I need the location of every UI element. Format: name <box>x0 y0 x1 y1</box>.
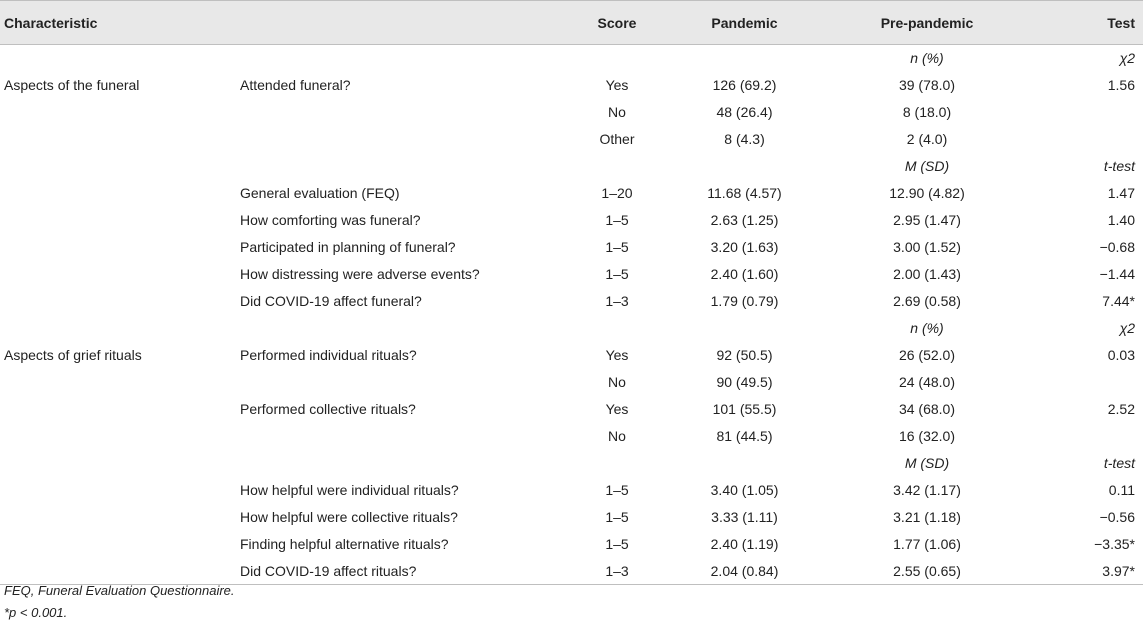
cell-test: −0.56 <box>1099 509 1135 525</box>
table-row <box>0 477 1143 504</box>
cell-score: 1–5 <box>605 536 629 552</box>
cell-score <box>572 315 662 342</box>
table-notes <box>4 580 235 624</box>
header-score: Score <box>572 1 662 45</box>
cell-score <box>572 450 662 477</box>
cell-char <box>0 531 232 558</box>
cell-pandemic <box>662 315 827 342</box>
cell-test: χ2 <box>1119 50 1135 67</box>
cell-score: 1–3 <box>605 293 629 309</box>
header-pandemic: Pandemic <box>662 1 827 45</box>
cell-test: 2.52 <box>1107 401 1135 417</box>
cell-test: −0.68 <box>1099 239 1135 255</box>
cell-char <box>0 234 232 261</box>
cell-pandemic: 8 (4.3) <box>724 131 765 147</box>
cell-pre: 1.77 (1.06) <box>893 536 961 552</box>
table-subheader-row <box>0 45 1143 72</box>
cell-score: No <box>608 104 626 120</box>
cell-pandemic: 3.20 (1.63) <box>710 239 779 255</box>
cell-item <box>232 153 572 180</box>
cell-score: 1–5 <box>605 482 629 498</box>
header-pre-pandemic: Pre-pandemic <box>827 1 1027 45</box>
cell-item: How helpful were individual rituals? <box>240 482 459 498</box>
cell-pandemic: 126 (69.2) <box>712 77 777 93</box>
cell-test <box>1027 99 1143 126</box>
cell-item: How distressing were adverse events? <box>240 266 480 282</box>
table-row <box>0 369 1143 396</box>
table-row <box>0 180 1143 207</box>
cell-pre: 12.90 (4.82) <box>889 185 965 201</box>
cell-pre: 24 (48.0) <box>898 374 956 390</box>
cell-test: 1.40 <box>1107 212 1135 228</box>
cell-pre: 2.69 (0.58) <box>893 293 961 309</box>
table-header <box>0 1 1143 45</box>
cell-pandemic: 2.40 (1.60) <box>710 266 779 282</box>
cell-pre: 34 (68.0) <box>898 401 956 417</box>
cell-item <box>232 450 572 477</box>
cell-test: −1.44 <box>1099 266 1135 282</box>
cell-score: Yes <box>605 77 629 93</box>
cell-test: t-test <box>1103 455 1135 471</box>
table-subheader-row <box>0 315 1143 342</box>
table-row <box>0 126 1143 153</box>
cell-score: Yes <box>605 347 629 363</box>
cell-pandemic: 3.40 (1.05) <box>710 482 779 498</box>
table-row <box>0 423 1143 450</box>
cell-pre: 2.55 (0.65) <box>827 558 1027 585</box>
cell-item <box>232 126 572 153</box>
cell-pre: 3.42 (1.17) <box>893 482 961 498</box>
table-row <box>0 72 1143 99</box>
cell-test: t-test <box>1103 158 1135 174</box>
cell-char <box>0 45 232 72</box>
table-row <box>0 531 1143 558</box>
cell-pre: 2.00 (1.43) <box>893 266 961 282</box>
cell-test: 0.11 <box>1108 482 1135 498</box>
cell-char: Aspects of grief rituals <box>4 347 142 363</box>
cell-char <box>0 423 232 450</box>
cell-item: How helpful were collective rituals? <box>240 509 458 525</box>
cell-char: Aspects of the funeral <box>4 77 140 93</box>
table-row <box>0 342 1143 369</box>
header-item <box>232 1 572 45</box>
header-test: Test <box>1027 1 1143 45</box>
significance-note: *p < 0.001. <box>4 605 68 620</box>
cell-item <box>232 99 572 126</box>
cell-pre: n (%) <box>910 320 944 336</box>
cell-pandemic: 1.79 (0.79) <box>710 293 779 309</box>
cell-score: 1–20 <box>601 185 633 201</box>
cell-score: Yes <box>605 401 629 417</box>
cell-test <box>1027 423 1143 450</box>
cell-pandemic: 11.68 (4.57) <box>707 185 782 201</box>
cell-test: 3.97* <box>1027 558 1143 585</box>
cell-pandemic: 2.04 (0.84) <box>662 558 827 585</box>
cell-item <box>232 45 572 72</box>
cell-score: No <box>608 428 626 444</box>
cell-score: 1–5 <box>605 266 629 282</box>
cell-char <box>0 369 232 396</box>
table-row <box>0 261 1143 288</box>
cell-score: 1–5 <box>605 239 629 255</box>
cell-test: −3.35* <box>1094 536 1135 552</box>
cell-pandemic: 101 (55.5) <box>712 401 777 417</box>
cell-pre: n (%) <box>910 50 944 67</box>
cell-pre: 2.95 (1.47) <box>893 212 961 228</box>
cell-char <box>0 99 232 126</box>
cell-test: 0.03 <box>1107 347 1135 363</box>
cell-pandemic: 3.33 (1.11) <box>711 509 778 525</box>
cell-char <box>0 477 232 504</box>
cell-test: 7.44* <box>1102 293 1135 309</box>
cell-char <box>0 207 232 234</box>
cell-char <box>0 450 232 477</box>
cell-char <box>0 153 232 180</box>
cell-pre: 2 (4.0) <box>906 131 948 147</box>
cell-pre: 3.21 (1.18) <box>893 509 961 525</box>
cell-pandemic: 2.40 (1.19) <box>710 536 779 552</box>
cell-pre: 16 (32.0) <box>898 428 956 444</box>
cell-pandemic <box>662 450 827 477</box>
abbreviation-note: FEQ, Funeral Evaluation Questionnaire. <box>4 583 235 598</box>
cell-score: 1–3 <box>572 558 662 585</box>
cell-score: 1–5 <box>605 212 629 228</box>
cell-score <box>572 153 662 180</box>
cell-char <box>0 396 232 423</box>
cell-score: Other <box>599 131 635 147</box>
cell-item <box>232 315 572 342</box>
cell-char <box>0 288 232 315</box>
cell-char <box>0 261 232 288</box>
cell-pandemic: 2.63 (1.25) <box>710 212 779 228</box>
cell-item <box>232 369 572 396</box>
cell-pre: M (SD) <box>904 455 950 471</box>
cell-char <box>0 180 232 207</box>
cell-pre: 26 (52.0) <box>898 347 956 363</box>
table-body <box>0 45 1143 585</box>
cell-score <box>572 45 662 72</box>
table-row <box>0 504 1143 531</box>
cell-item: General evaluation (FEQ) <box>240 185 400 201</box>
header-characteristic: Characteristic <box>0 1 232 45</box>
cell-char <box>0 315 232 342</box>
cell-pre: 39 (78.0) <box>898 77 956 93</box>
table-subheader-row <box>0 450 1143 477</box>
cell-pre: 8 (18.0) <box>902 104 952 120</box>
cell-pre: 3.00 (1.52) <box>893 239 961 255</box>
cell-pre: M (SD) <box>904 158 950 174</box>
cell-test: 1.47 <box>1107 185 1135 201</box>
cell-pandemic: 81 (44.5) <box>716 428 773 444</box>
cell-score: No <box>608 374 626 390</box>
cell-pandemic: 48 (26.4) <box>716 104 773 120</box>
cell-item: Participated in planning of funeral? <box>240 239 456 255</box>
table-row <box>0 207 1143 234</box>
cell-char <box>0 504 232 531</box>
cell-pandemic <box>662 153 827 180</box>
cell-item: Attended funeral? <box>240 77 351 93</box>
cell-score: 1–5 <box>605 509 629 525</box>
table-row <box>0 99 1143 126</box>
cell-item: How comforting was funeral? <box>240 212 421 228</box>
cell-char <box>0 126 232 153</box>
cell-test <box>1027 126 1143 153</box>
cell-item: Finding helpful alternative rituals? <box>240 536 449 552</box>
table-row <box>0 234 1143 261</box>
cell-item <box>232 423 572 450</box>
table-subheader-row <box>0 153 1143 180</box>
cell-item: Performed individual rituals? <box>240 347 417 363</box>
cell-test: 1.56 <box>1107 77 1135 93</box>
cell-test <box>1027 369 1143 396</box>
cell-item: Did COVID-19 affect rituals? <box>232 558 572 585</box>
cell-pandemic: 90 (49.5) <box>716 374 773 390</box>
cell-test: χ2 <box>1119 320 1135 336</box>
table-row <box>0 396 1143 423</box>
table-row <box>0 288 1143 315</box>
cell-pandemic: 92 (50.5) <box>716 347 773 363</box>
cell-pandemic <box>662 45 827 72</box>
cell-item: Performed collective rituals? <box>240 401 416 417</box>
cell-item: Did COVID-19 affect funeral? <box>240 293 422 309</box>
